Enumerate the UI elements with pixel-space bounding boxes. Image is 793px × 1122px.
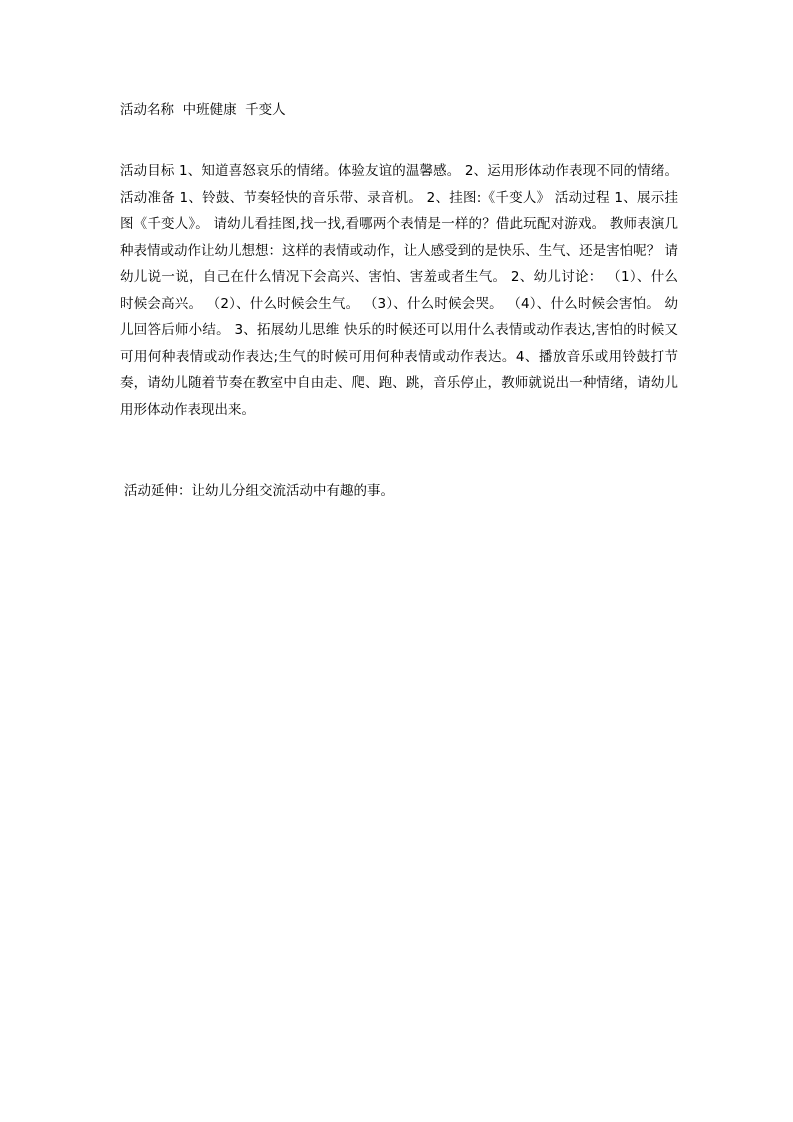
activity-body-paragraph: 活动目标 1、知道喜怒哀乐的情绪。体验友谊的温馨感。 2、运用形体动作表现不同的情绪。 活动准备 1、铃鼓、节奏轻快的音乐带、录音机。 2、挂图:《千变人》 活动过程 1、展示挂图《千变人》。 请幼儿看挂图,找一找,看哪两个表情是一样的？借此玩配对游戏。 教师表演几种表情或动作让幼儿想想：这样的表情或动作，让人感受到的是快乐、生气、还是害怕呢？ 请幼儿说一说，自己在什么情况下会高兴、害怕、害羞或者生气。 2、幼儿讨论： （1）、什么时候会高兴。 （2）、什么时候会生气。 （3）、什么时候会哭。 （4）、什么时候会害怕。 幼儿回答后师小结。 3、拓展幼儿思维 快乐的时候还可以用什么表情或动作表达,害怕的时候又可用何种表情或动作表达;生气的时候可用何种表情或动作表达。4、播放音乐或用铃鼓打节奏，请幼儿随着节奏在教室中自由走、爬、跑、跳，音乐停止，教师就说出一种情绪，请幼儿用形体动作表现出来。	[120, 163, 678, 418]
activity-extension-line: 活动延伸：让幼儿分组交流活动中有趣的事。	[124, 483, 394, 499]
activity-title-line: 活动名称 中班健康 千变人	[120, 102, 286, 118]
